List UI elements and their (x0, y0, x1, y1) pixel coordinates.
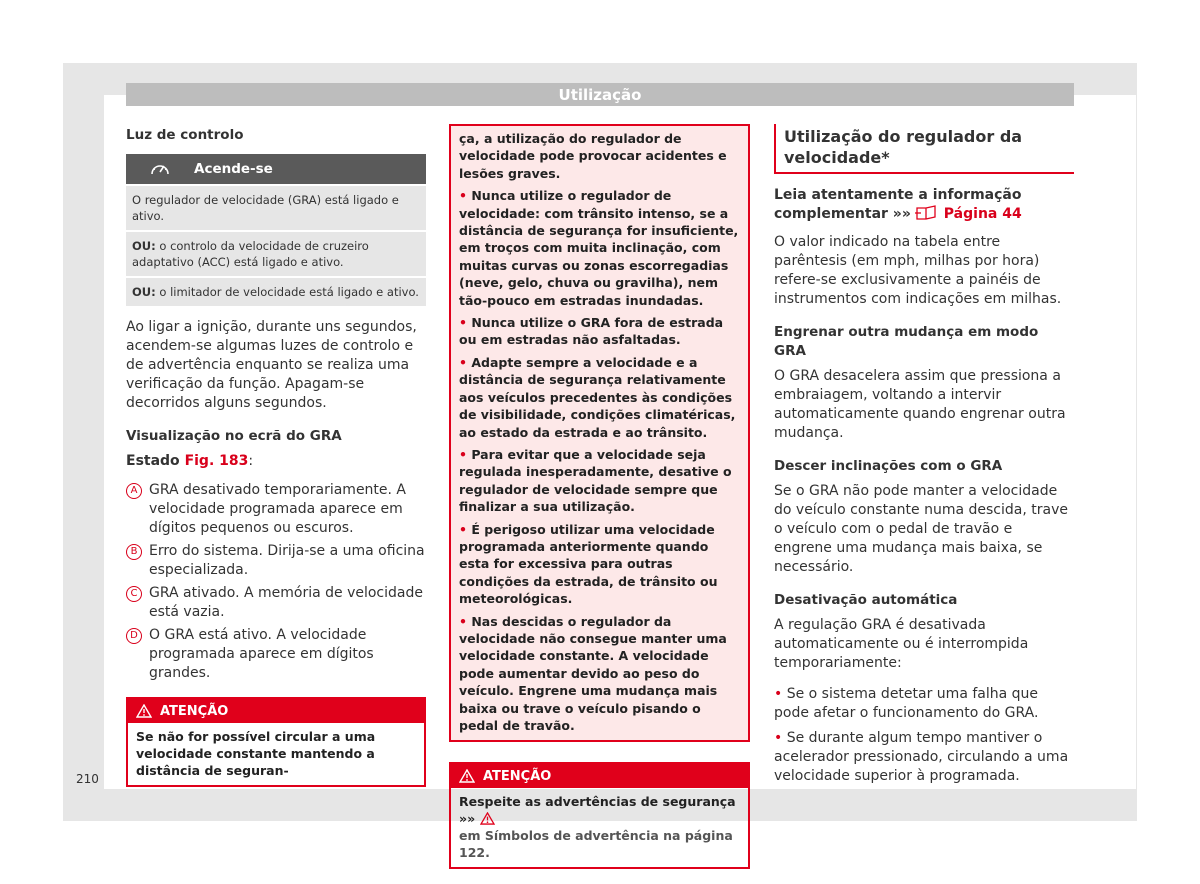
warning-link[interactable]: em Símbolos de advertência na página 122. (459, 828, 733, 861)
table-header (126, 154, 426, 184)
warning-triangle-icon (459, 769, 475, 783)
list-item-text: Nas descidas o regulador da velocidade não consegue manter uma velocidade constante. A velocidade pode aumentar devido ao peso do veículo. Engrene uma mudança mais baixa ou trave o veículo pisando o pedal de travão. (459, 613, 727, 733)
list-item-text: É perigoso utilizar uma velocidade programada anteriormente quando esta for excessiva para outras condições da estrada, de trânsito ou meteorológicas. (459, 521, 718, 607)
column-1 (126, 126, 426, 787)
column-2 (449, 124, 750, 869)
list-item-text: Adapte sempre a velocidade e a distância de segurança relativamente aos veículos precedentes às condições de visibilidade, condições climatéricas, ao estado da estrada e ao trânsito. (459, 354, 736, 440)
vis-title: Visualização no ecrã do GRA (126, 428, 342, 444)
bullet-icon: • (459, 521, 472, 537)
estado-line (126, 452, 426, 471)
continuation-text: ça, a utilização do regulador de velocidade pode provocar acidentes e lesões graves. (459, 131, 727, 181)
letter-badge: D (126, 628, 142, 644)
read-note-text: Leia atentamente a informação complementar »» (774, 187, 1022, 222)
bullet-icon: • (459, 613, 472, 629)
page-link[interactable]: Página 44 (943, 206, 1022, 222)
list-item (459, 521, 740, 608)
list-item-text: Erro do sistema. Dirija-se a uma oficina especializada. (149, 543, 425, 578)
list-item-text: Nunca utilize o regulador de velocidade: com trânsito intenso, se a distância de segurança for insuficiente, em troços com muita inclinação, com muitas curvas ou zonas escorregadias (neve, gelo, chuva ou gravilha), nem tão-pouco em estradas inundadas. (459, 188, 739, 308)
letter-badge: B (126, 544, 142, 560)
descent-paragraph: Se o GRA não pode manter a velocidade do veículo constante numa descida, trave o veículo com o pedal de travão e engrene uma mudança mais baixa, se necessário. (774, 483, 1068, 575)
list-item-text: GRA desativado temporariamente. A velocidade programada aparece em dígitos pequenos ou escuros. (149, 482, 407, 536)
bullet-icon: • (774, 686, 787, 702)
intro-paragraph: Ao ligar a ignição, durante uns segundos, acendem-se algumas luzes de controlo e de advertência enquanto se realiza uma verificação da função. Apagam-se decorridos alguns segundos. (126, 319, 417, 411)
list-item-text: Se o sistema detetar uma falha que pode afetar o funcionamento do GRA. (774, 686, 1039, 721)
bullet-icon: • (459, 315, 472, 331)
warning-header (128, 699, 424, 723)
list-item (774, 729, 1074, 786)
subheading-auto-off: Desativação automática (774, 592, 958, 608)
list-item-text: GRA ativado. A memória de velocidade está vazia. (149, 585, 423, 620)
list-item-text: Para evitar que a velocidade seja regulada inesperadamente, desative o regulador de velocidade sempre que finalizar a sua utilização. (459, 446, 732, 515)
warning-triangle-icon (136, 704, 152, 718)
list-item-text: Nunca utilize o GRA fora de estrada ou em estradas não asfaltadas. (459, 315, 724, 348)
table-row-text: o controlo da velocidade de cruzeiro adaptativo (ACC) está ligado e ativo. (132, 239, 369, 269)
warning-header (451, 764, 748, 788)
table-row-prefix: OU: (132, 285, 156, 299)
list-item-text: O GRA está ativo. A velocidade programada aparece em dígitos grandes. (149, 627, 374, 681)
warning-title: ATENÇÃO (160, 703, 229, 719)
table-row (126, 186, 426, 230)
table-head-label: Acende-se (194, 160, 273, 177)
table-row-prefix: OU: (132, 239, 156, 253)
letter-badge: C (126, 586, 142, 602)
state-list (126, 481, 426, 683)
subheading-descent: Descer inclinações com o GRA (774, 458, 1003, 474)
warning-box (449, 762, 750, 869)
table-row (126, 232, 426, 276)
subheading-gear: Engrenar outra mudança em modo GRA (774, 324, 1039, 359)
info-paragraph: O valor indicado na tabela entre parêntesis (em mph, milhas por hora) refere-se exclusivamente a painéis de instrumentos com indicações em milhas. (774, 234, 1062, 307)
list-item (126, 542, 426, 580)
list-item (459, 314, 740, 349)
warning-continuation-box (449, 124, 750, 742)
auto-off-paragraph: A regulação GRA é desativada automaticamente ou é interrompida temporariamente: (774, 617, 1029, 671)
warning-title: ATENÇÃO (483, 768, 552, 784)
table-row-text: O regulador de velocidade (GRA) está ligado e ativo. (132, 193, 399, 223)
section-header: Utilização (126, 83, 1074, 106)
estado-colon: : (248, 453, 254, 469)
letter-badge: A (126, 483, 142, 499)
list-item (126, 626, 426, 683)
luz-title: Luz de controlo (126, 127, 244, 143)
list-item (459, 187, 740, 309)
warning-box (126, 697, 426, 787)
section-title: Utilização do regulador da velocidade* (774, 124, 1074, 174)
table-row (126, 278, 426, 306)
warning-triangle-icon (480, 812, 495, 825)
list-item (459, 354, 740, 441)
column-3 (774, 124, 1074, 786)
table-row-text: o limitador de velocidade está ligado e ativo. (155, 285, 419, 299)
warning-text: Se não for possível circular a uma velocidade constante mantendo a distância de seguran- (136, 729, 376, 778)
list-item-text: Se durante algum tempo mantiver o acelerador pressionado, circulando a uma velocidade superior à programada. (774, 730, 1069, 784)
bullet-icon: • (459, 188, 472, 204)
figure-link[interactable]: Fig. 183 (184, 453, 249, 469)
warning-body (451, 788, 748, 867)
bullet-icon: • (459, 354, 472, 370)
bullet-icon: • (774, 730, 787, 746)
list-item (126, 584, 426, 622)
list-item (774, 685, 1074, 723)
speedometer-icon (126, 160, 194, 178)
warning-text: Respeite as advertências de segurança »» (459, 794, 736, 827)
read-note (774, 186, 1074, 224)
page-number: 210 (76, 772, 99, 786)
estado-label: Estado (126, 453, 185, 469)
book-icon (915, 205, 939, 221)
list-item (126, 481, 426, 538)
list-item (459, 446, 740, 516)
gear-paragraph: O GRA desacelera assim que pressiona a embraiagem, voltando a intervir automaticamente quando engrenar outra mudança. (774, 368, 1066, 441)
bullet-icon: • (459, 446, 472, 462)
list-item (459, 613, 740, 735)
